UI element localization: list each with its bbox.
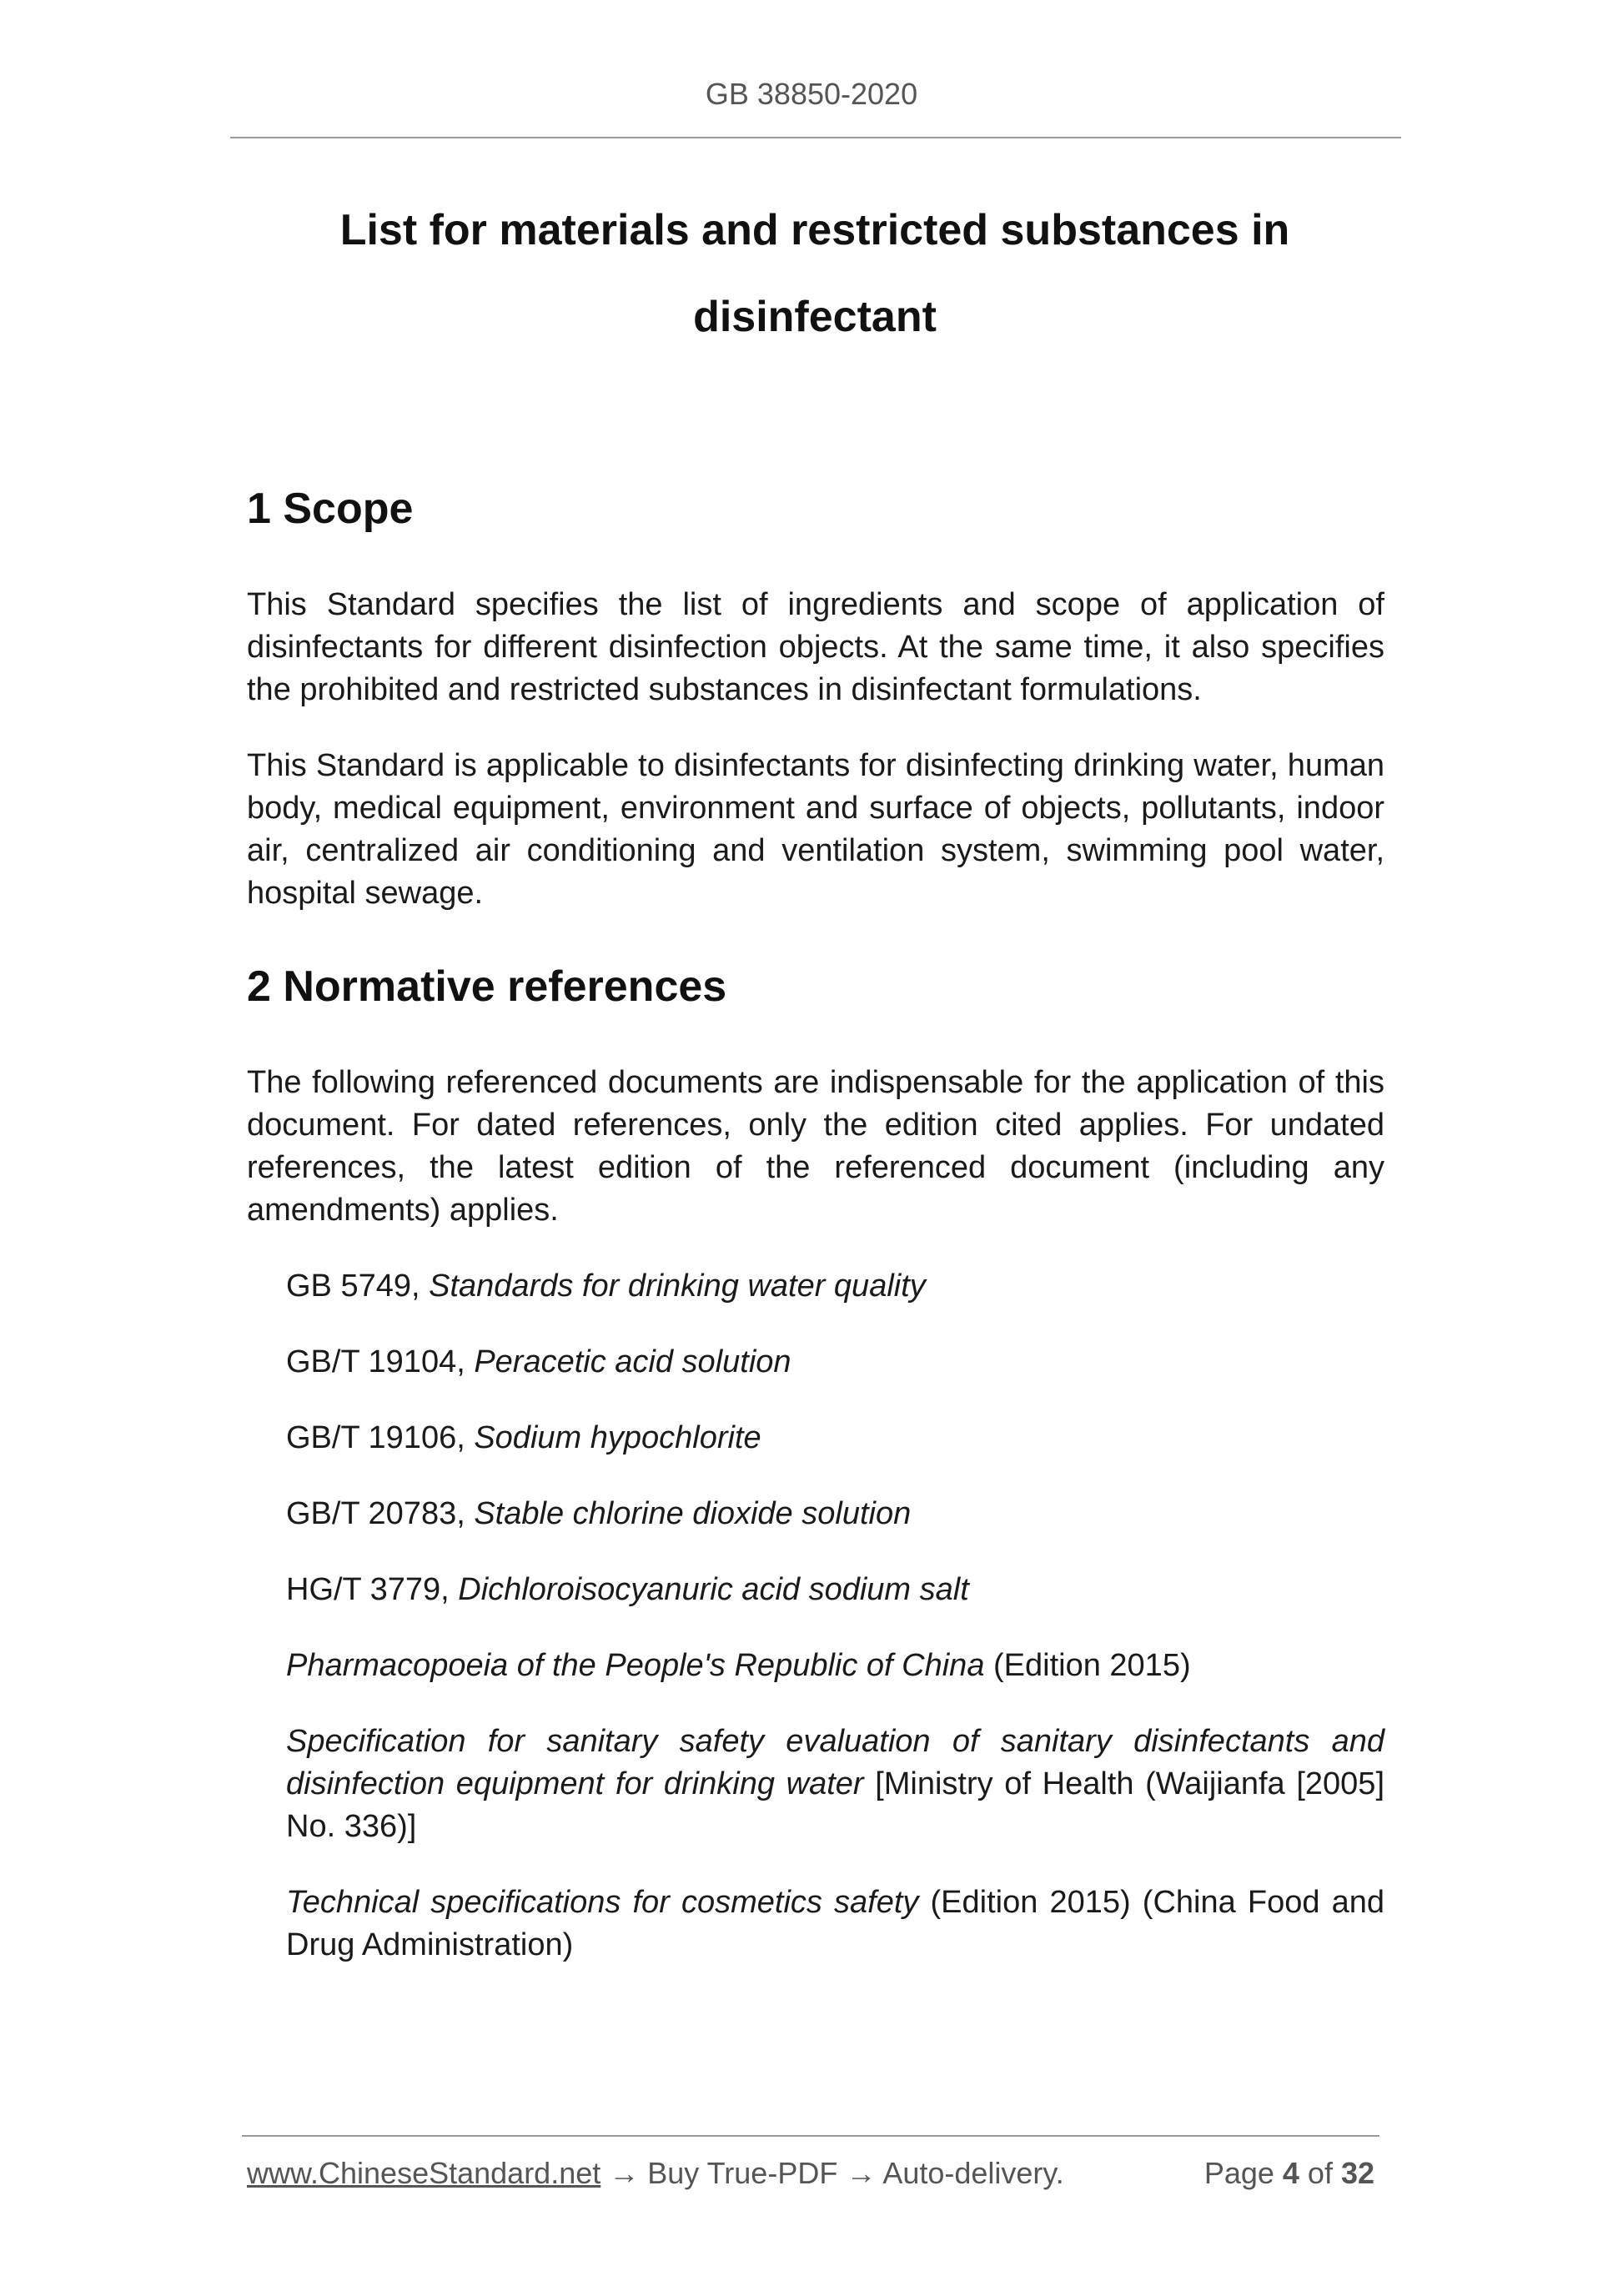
- reference-title: Dichloroisocyanuric acid sodium salt: [458, 1572, 969, 1607]
- document-code-header: GB 38850-2020: [705, 77, 918, 111]
- reference-note: (Edition 2015) (China Food and Drug Administration): [286, 1885, 1385, 1962]
- scope-heading: 1 Scope: [247, 485, 414, 533]
- footer-promo: [247, 2156, 1064, 2191]
- reference-code: GB/T 20783,: [286, 1496, 475, 1531]
- reference-title: Peracetic acid solution: [474, 1344, 791, 1379]
- reference-item: [286, 1721, 1384, 1848]
- page-footer: [247, 2156, 1374, 2191]
- footer-promo-text: → Buy True-PDF → Auto-delivery.: [600, 2156, 1064, 2190]
- reference-item: [286, 1645, 1384, 1687]
- reference-item: [286, 1493, 1384, 1535]
- reference-code: GB 5749,: [286, 1269, 430, 1304]
- website-link[interactable]: www.ChineseStandard.net: [247, 2156, 601, 2190]
- reference-note: (Edition 2015): [984, 1648, 1191, 1683]
- reference-item: [286, 1265, 1384, 1308]
- reference-title: Technical specifications for cosmetics safety: [286, 1885, 919, 1920]
- page-label: Page: [1203, 2156, 1283, 2190]
- reference-title: Stable chlorine dioxide solution: [474, 1496, 912, 1531]
- scope-paragraph-1: This Standard specifies the list of ingredients and scope of application of disinfectants for different disinfection objects. At the same time, it also specifies the prohibited and restricted substances in disinfectant formulations.: [247, 587, 1384, 707]
- reference-item: [286, 1569, 1384, 1611]
- footer-divider: [242, 2135, 1379, 2137]
- header-divider: [230, 137, 1401, 138]
- scope-paragraph-2: This Standard is applicable to disinfectants for disinfecting drinking water, human body, medical equipment, environment and surface of objects, pollutants, indoor air, centralized air conditioning and ventilation system, swimming pool water, hospital sewage.: [247, 748, 1384, 911]
- document-body: [247, 484, 1384, 1967]
- reference-item: [286, 1341, 1384, 1384]
- normative-references-heading: 2 Normative references: [247, 962, 727, 1011]
- reference-note: [Ministry of Health (Waijianfa [2005] No. 336)]: [286, 1766, 1384, 1844]
- reference-item: [286, 1417, 1384, 1459]
- page-number: [1204, 2156, 1374, 2191]
- reference-code: GB/T 19106,: [286, 1420, 475, 1455]
- normative-intro-paragraph: The following referenced documents are indispensable for the application of this document. For dated references, only the edition cited applies. For undated references, the latest edition of the referenced document (including any amendments) applies.: [247, 1065, 1384, 1228]
- title-line-2: disinfectant: [693, 293, 937, 341]
- page-of-label: of: [1299, 2156, 1341, 2190]
- reference-title: Standards for drinking water quality: [429, 1269, 926, 1304]
- document-title: [247, 187, 1383, 360]
- reference-title: Specification for sanitary safety evaluation of sanitary disinfectants and disinfection equipment for drinking water: [286, 1724, 1384, 1801]
- reference-item: [286, 1882, 1384, 1967]
- total-pages: 32: [1340, 2156, 1374, 2190]
- reference-code: GB/T 19104,: [286, 1344, 475, 1379]
- reference-title: Pharmacopoeia of the People's Republic of China: [286, 1648, 985, 1683]
- reference-title: Sodium hypochlorite: [474, 1420, 761, 1455]
- reference-list: [247, 1265, 1384, 1967]
- current-page: 4: [1282, 2156, 1299, 2190]
- title-line-1: List for materials and restricted substances in: [339, 206, 1290, 254]
- reference-code: HG/T 3779,: [286, 1572, 459, 1607]
